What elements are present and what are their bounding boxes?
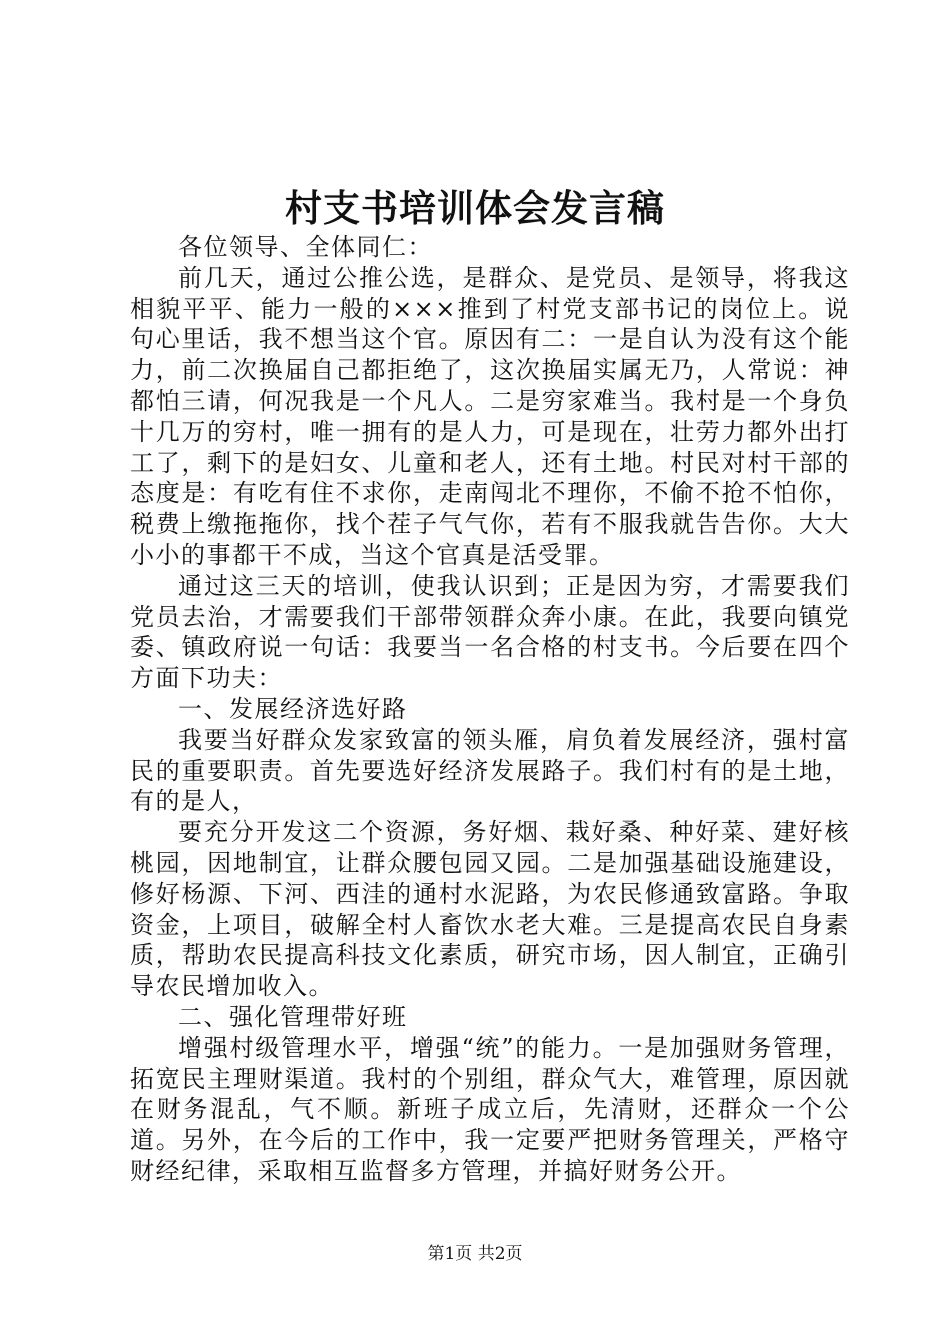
paragraph: 前几天，通过公推公选，是群众、是党员、是领导，将我这相貌平平、能力一般的×××推到了村党支部书记的岗位上。说句心里话，我不想当这个官。原因有二：一是自认为没有这个能力，前二次换届自己都拒绝了，这次换届实属无乃，人常说：神都怕三请，何况我是一个凡人。二是穷家难当。我村是一个身负十几万的穷村，唯一拥有的是人力，可是现在，壮劳力都外出打工了，剩下的是妇女、儿童和老人，还有土地。村民对村干部的态度是：有吃有住不求你，走南闯北不理你，不偷不抢不怕你，税费上缴拖拖你，找个茬子气气你，若有不服我就告告你。大大小小的事都干不成，当这个官真是活受罪。 [130,263,850,569]
paragraph: 要充分开发这二个资源，务好烟、栽好桑、种好菜、建好核桃园，因地制宜，让群众腰包园又园。二是加强基础设施建设，修好杨源、下河、西洼的通村水泥路，为农民修通致富路。争取资金，上项目，破解全村人畜饮水老大难。三是提高农民自身素质，帮助农民提高科技文化素质，研究市场，因人制宜，正确引导农民增加收入。 [130,818,850,1001]
paragraph: 通过这三天的培训，使我认识到；正是因为穷，才需要我们党员去治，才需要我们干部带领群众奔小康。在此，我要向镇党委、镇政府说一句话：我要当一名合格的村支书。今后要在四个方面下功夫： [130,571,850,693]
section-heading: 二、强化管理带好班 [178,1002,408,1031]
page-number-footer: 第1页 共2页 [427,1244,523,1264]
paragraph: 我要当好群众发家致富的领头雁，肩负着发展经济，强村富民的重要职责。首先要选好经济发展路子。我们村有的是土地，有的是人， [130,725,850,816]
section-heading: 一、发展经济选好路 [178,694,408,723]
paragraph: 增强村级管理水平，增强“统”的能力。一是加强财务管理，拓宽民主理财渠道。我村的个别组，群众气大，难管理，原因就在财务混乱，气不顺。新班子成立后，先清财，还群众一个公道。另外，在今后的工作中，我一定要严把财务管理关，严格守财经纪律，采取相互监督多方管理，并搞好财务公开。 [130,1033,850,1185]
paragraph-salutation: 各位领导、全体同仁： [178,233,433,261]
document-body [130,232,850,1187]
document-title: 村支书培训体会发言稿 [285,186,665,230]
